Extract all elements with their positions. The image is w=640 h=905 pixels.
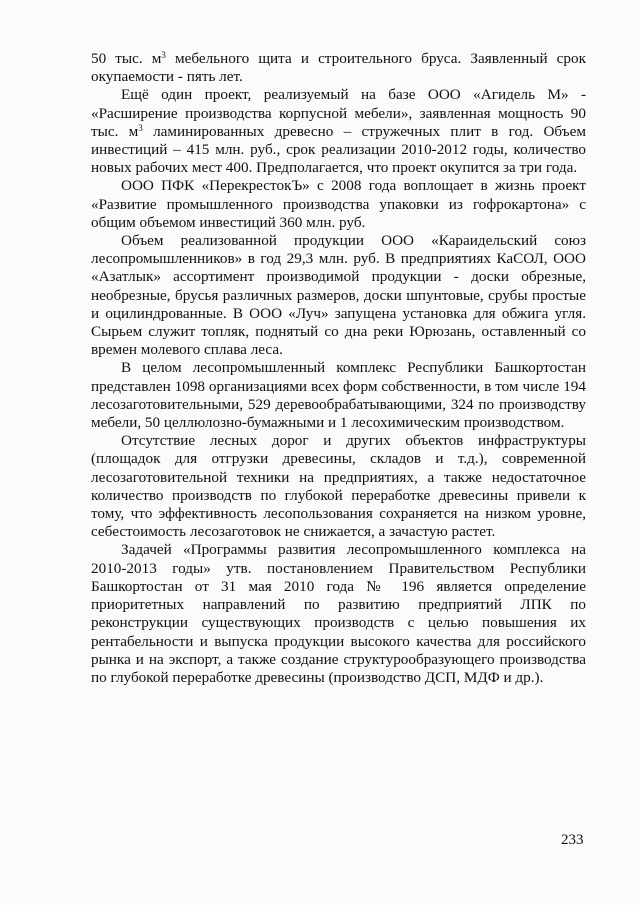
paragraph-2: Ещё один проект, реализуемый на базе ООО «Агидель М» - «Расширение производства корпусной мебели», заявленная мощность 90 тыс. $м^3$ ламинированных древесно – стружечных плит в год. Объем инвестиций – 415 млн. руб., срок реализации 2010-2012 годы, количество новых рабочих мест 400. Предполагается, что проект окупится за три года. bbox=[91, 86, 586, 177]
page-number: 233 bbox=[561, 832, 584, 848]
paragraph-7: Задачей «Программы развития лесопромышленного комплекса на 2010-2013 годы» утв. постановлением Правительством Республики Башкортостан от 31 мая 2010 года № 196 является определение приоритетных направлений по развитию предприятий ЛПК по реконструкции существующих производств с целью повышения их рентабельности и выпуска продукции высокого качества для российского рынка и на экспорт, а также создание структурообразующего производства по глубокой переработке древесины (производство ДСП, МДФ и др.). bbox=[91, 541, 586, 686]
paragraph-6: Отсутствие лесных дорог и других объектов инфраструктуры (площадок для отгрузки древесины, складов и т.д.), современной лесозаготовительной техники на предприятиях, а также недостаточное количество производств по глубокой переработке древесины привели к тому, что эффективность лесопользования сохраняется на низком уровне, себестоимость лесозаготовок не снижается, а зачастую растет. bbox=[91, 432, 586, 541]
body-text bbox=[91, 50, 586, 687]
paragraph-4: Объем реализованной продукции ООО «Караидельский союз лесопромышленников» в год 29,3 млн. руб. В предприятиях КаСОЛ, ООО «Азатлык» ассортимент производимой продукции - доски обрезные, необрезные, брусья различных размеров, доски шпунтовые, срубы простые и оцилиндрованные. В ООО «Луч» запущена установка для обжига угля. Сырьем служит топляк, поднятый со дна реки Юрюзань, оставленный со времен молевого сплава леса. bbox=[91, 232, 586, 359]
paragraph-3: ООО ПФК «ПерекрестокЪ» с 2008 года воплощает в жизнь проект «Развитие промышленного производства упаковки из гофрокартона» с общим объемом инвестиций 360 млн. руб. bbox=[91, 177, 586, 231]
paragraph-5: В целом лесопромышленный комплекс Республики Башкортостан представлен 1098 организациями всех форм собственности, в том числе 194 лесозаготовительными, 529 деревообрабатывающими, 324 по производству мебели, 50 целлюлозно-бумажными и 1 лесохимическим производством. bbox=[91, 359, 586, 432]
paragraph-1: 50 тыс. $м^3$ мебельного щита и строительного бруса. Заявленный срок окупаемости - пять лет. bbox=[91, 50, 586, 86]
